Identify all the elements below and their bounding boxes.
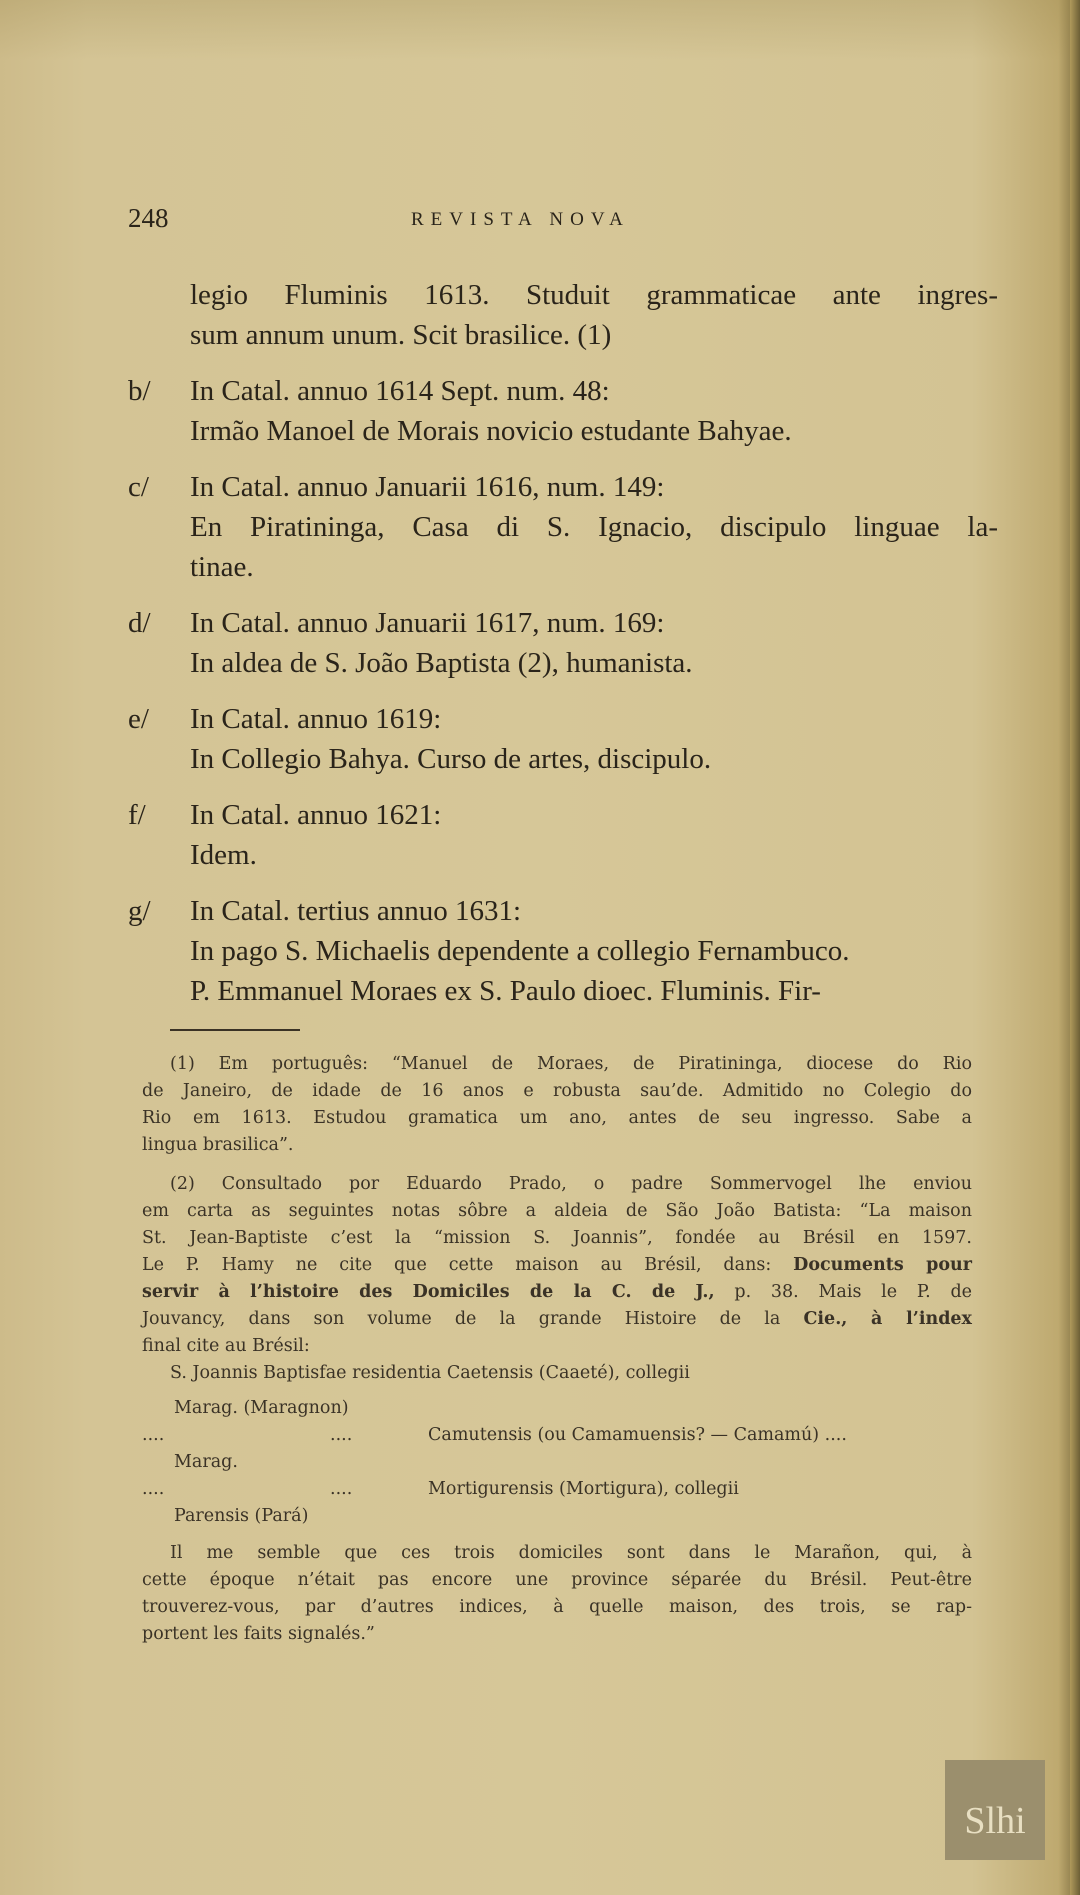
footnote-2-line: [142, 1252, 972, 1279]
footnote-2-line: S. Joannis Baptisfae residentia Caetensis (Caaeté), collegii: [170, 1363, 690, 1383]
entry-line: In Collegio Bahya. Curso de artes, discipulo.: [190, 743, 712, 775]
index-text: Mortigurensis (Mortigura), collegii: [428, 1479, 739, 1499]
footnote-2-line: [142, 1279, 972, 1306]
entry-marker: g/: [128, 895, 151, 927]
bold-title: servir à l’histoire des Domiciles de la C. de J.,: [142, 1282, 715, 1302]
entry-line: In Catal. annuo 1614 Sept. num. 48:: [190, 375, 610, 407]
main-text: [128, 275, 998, 1011]
entry-line: In Catal. annuo 1621:: [190, 799, 442, 831]
footnote-2-line: (2) Consultado por Eduardo Prado, o padre Sommervogel lhe enviou: [170, 1174, 972, 1194]
watermark-logo: Slhi: [945, 1760, 1045, 1860]
entry-marker: f/: [128, 799, 146, 831]
leader-dots: ....: [142, 1425, 165, 1445]
entry-line: P. Emmanuel Moraes ex S. Paulo dioec. Fluminis. Fir-: [190, 975, 821, 1007]
footnote-2-line: [142, 1306, 972, 1333]
bold-title: Documents pour: [793, 1255, 972, 1275]
entry-line: In Catal. annuo Januarii 1617, num. 169:: [190, 607, 665, 639]
text-span: p. 38. Mais le P. de: [714, 1282, 972, 1302]
leader-dots: ....: [142, 1479, 165, 1499]
page-header: [128, 203, 998, 239]
page-shading: [0, 0, 1080, 60]
index-line: [142, 1422, 972, 1449]
entry-line: tinae.: [190, 551, 254, 583]
footnote-2-line: cette époque n’était pas encore une province séparée du Brésil. Peut-être: [142, 1570, 972, 1590]
text-line: legio Fluminis 1613. Studuit grammaticae ante ingres-: [190, 279, 998, 311]
entry-line: In Catal. tertius annuo 1631:: [190, 895, 522, 927]
text-line: sum annum unum. Scit brasilice. (1): [190, 319, 612, 351]
footnote-2-line: Il me semble que ces trois domiciles sont dans le Marañon, qui, à: [170, 1543, 972, 1563]
entry-line: Irmão Manoel de Morais novicio estudante Bahyae.: [190, 415, 792, 447]
index-line: [142, 1476, 972, 1503]
footnote-rule: [170, 1029, 300, 1031]
running-title: REVISTA NOVA: [411, 209, 630, 230]
entry-line: In Catal. annuo Januarii 1616, num. 149:: [190, 471, 665, 503]
index-text: Camutensis (ou Camamuensis? — Camamú) ....: [428, 1425, 847, 1445]
footnote-1-line: lingua brasilica”.: [142, 1135, 294, 1155]
text-span: Jouvancy, dans son volume de la grande Histoire de la: [142, 1309, 804, 1329]
entry-line: Idem.: [190, 839, 257, 871]
index-line: Marag.: [174, 1452, 238, 1472]
bold-title: Cie., à l’index: [803, 1309, 972, 1329]
page-edge: [1070, 0, 1080, 1895]
entry-marker: b/: [128, 375, 151, 407]
footnote-2-line: portent les faits signalés.”: [142, 1624, 375, 1644]
entry-line: In pago S. Michaelis dependente a collegio Fernambuco.: [190, 935, 850, 967]
footnote-2-line: trouverez-vous, par d’autres indices, à quelle maison, des trois, se rap-: [142, 1597, 972, 1617]
text-span: Le P. Hamy ne cite que cette maison au Brésil, dans:: [142, 1255, 794, 1275]
entry-marker: e/: [128, 703, 149, 735]
footnote-1-line: (1) Em português: “Manuel de Moraes, de Piratininga, diocese do Rio: [170, 1054, 972, 1074]
index-line: Parensis (Pará): [174, 1506, 309, 1526]
entry-marker: d/: [128, 607, 151, 639]
leader-dots: ....: [330, 1479, 353, 1499]
entry-line: In Catal. annuo 1619:: [190, 703, 442, 735]
index-line: Marag. (Maragnon): [174, 1398, 349, 1418]
footnote-2-line: St. Jean-Baptiste c’est la “mission S. Joannis”, fondée au Brésil en 1597.: [142, 1228, 972, 1248]
footnote-2-line: em carta as seguintes notas sôbre a aldeia de São João Batista: “La maison: [142, 1201, 972, 1221]
footnote-1-line: de Janeiro, de idade de 16 anos e robusta sau’de. Admitido no Colegio do: [142, 1081, 972, 1101]
entry-marker: c/: [128, 471, 149, 503]
leader-dots: ....: [330, 1425, 353, 1445]
entry-line: En Piratininga, Casa di S. Ignacio, discipulo linguae la-: [190, 511, 998, 543]
footnotes: [142, 1051, 972, 1648]
entry-line: In aldea de S. João Baptista (2), humanista.: [190, 647, 693, 679]
page-number: 248: [128, 203, 169, 233]
footnote-2-line: final cite au Brésil:: [142, 1336, 310, 1356]
footnote-1-line: Rio em 1613. Estudou gramatica um ano, antes de seu ingresso. Sabe a: [142, 1108, 972, 1128]
